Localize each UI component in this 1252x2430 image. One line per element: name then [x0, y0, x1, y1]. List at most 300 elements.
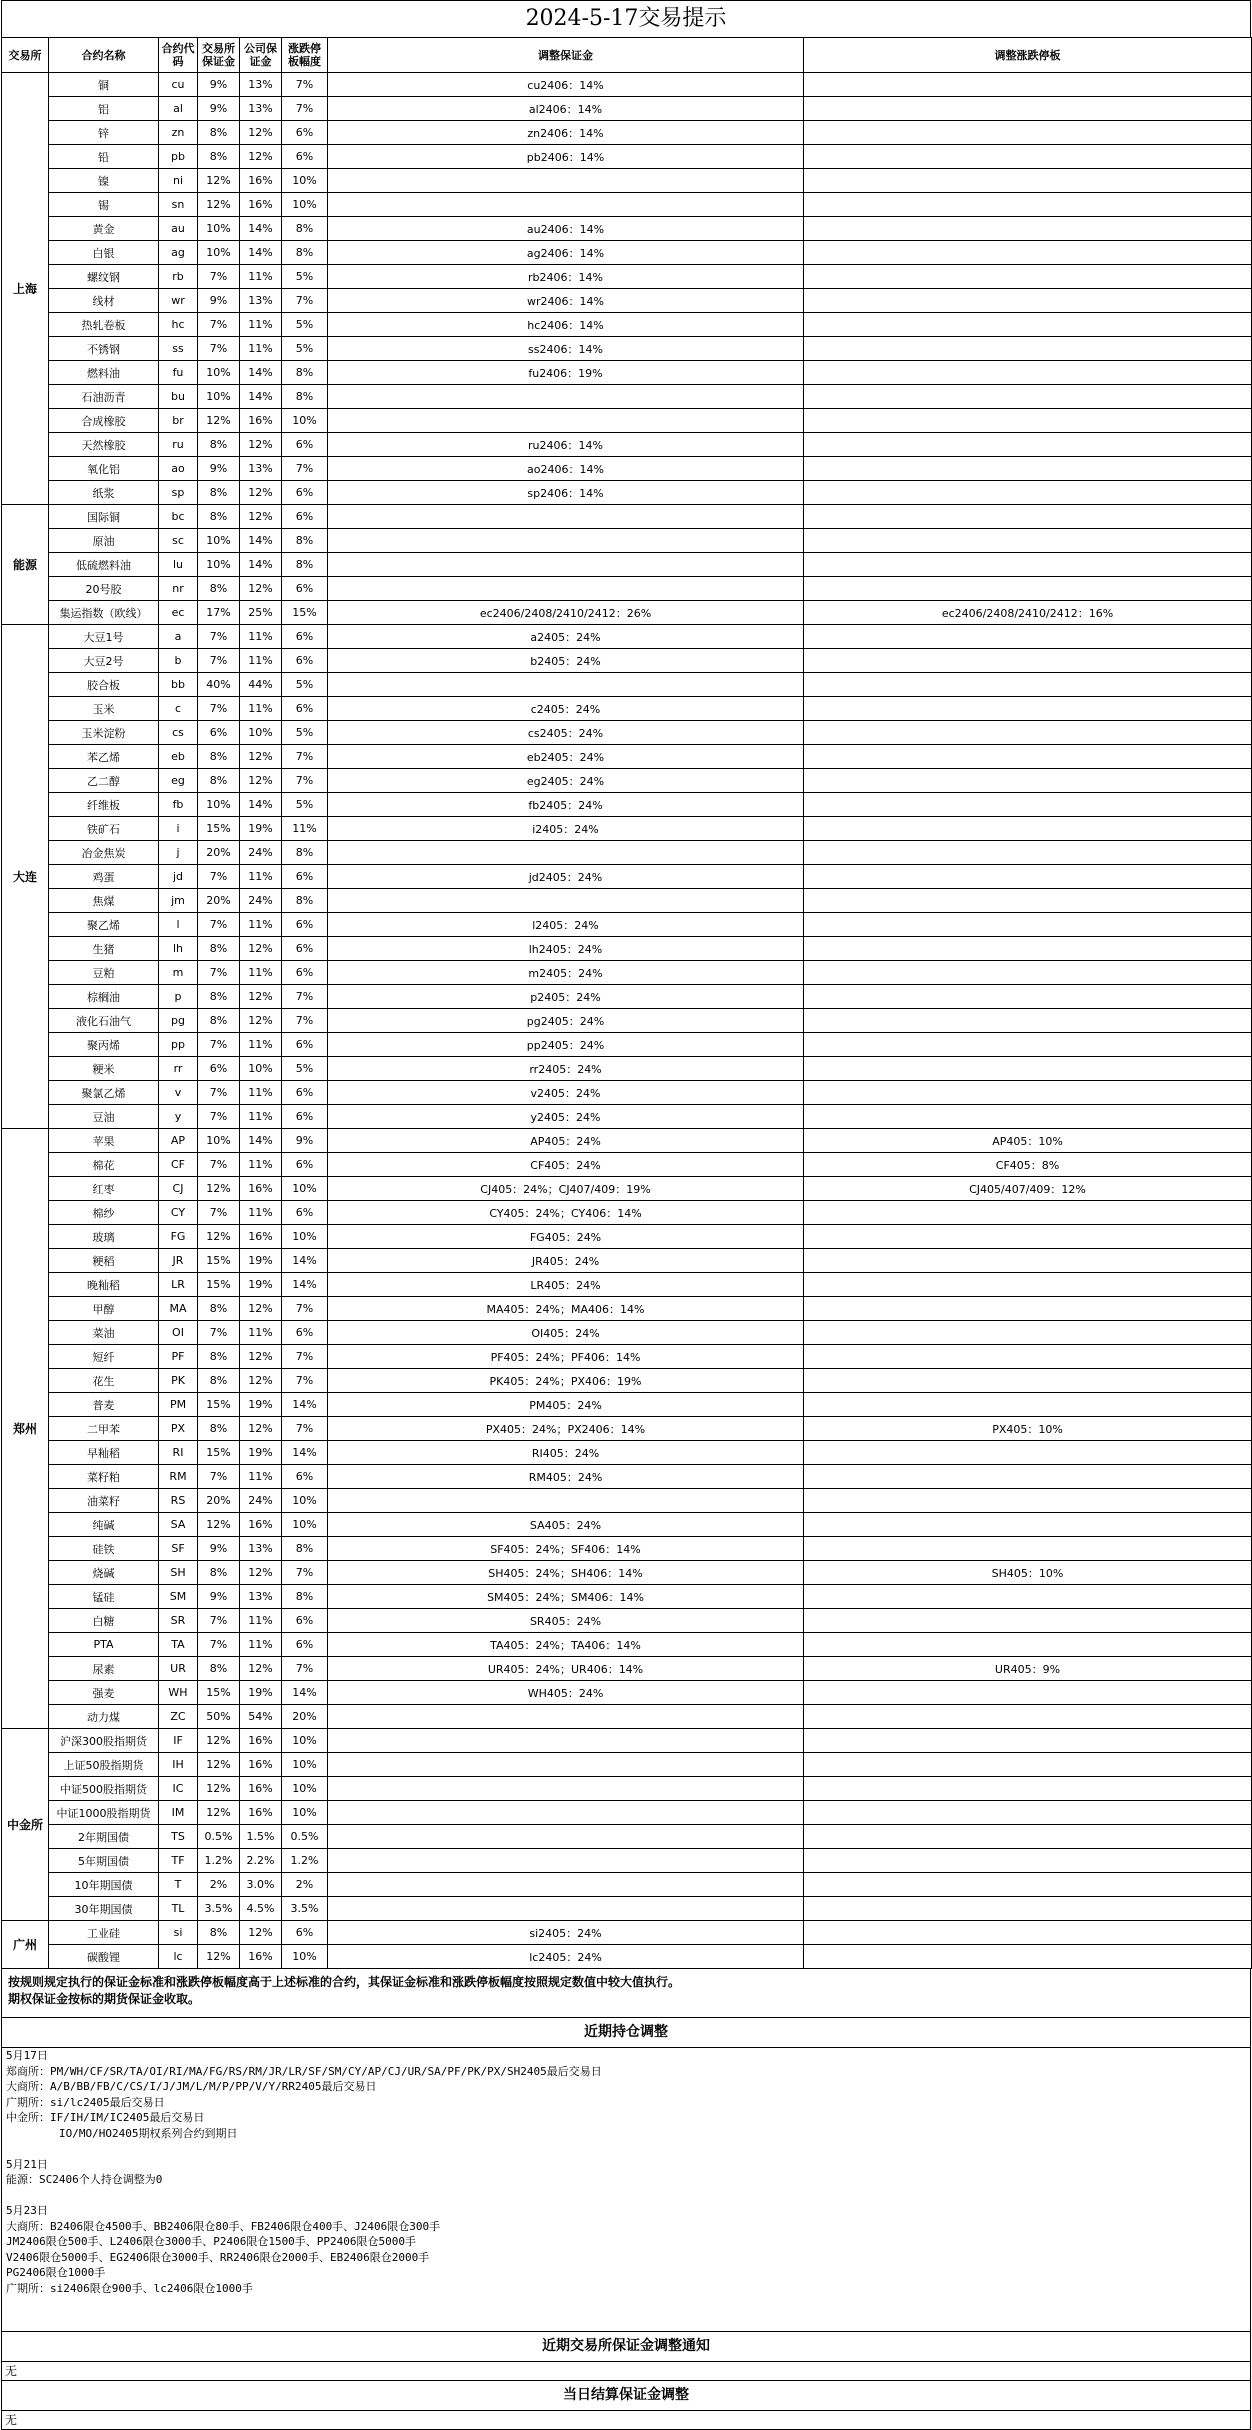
contract-name-cell: 中证1000股指期货 [49, 1801, 159, 1825]
contract-name-cell: 燃料油 [49, 361, 159, 385]
position-line: 广期所：si/lc2405最后交易日 [6, 2095, 165, 2109]
contract-code-cell: SH [159, 1561, 198, 1585]
adjusted-limit-cell [804, 529, 1252, 553]
contract-name-cell: 玻璃 [49, 1225, 159, 1249]
exchange-margin-cell: 6% [198, 1057, 240, 1081]
adjusted-limit-cell [804, 961, 1252, 985]
adjusted-limit-cell [804, 841, 1252, 865]
adjusted-limit-cell [804, 937, 1252, 961]
contract-code-cell: m [159, 961, 198, 985]
adjusted-limit-cell [804, 1057, 1252, 1081]
adjusted-limit-cell [804, 1897, 1252, 1921]
contract-code-cell: a [159, 625, 198, 649]
contract-name-cell: 铁矿石 [49, 817, 159, 841]
adjusted-margin-cell: l2405：24% [328, 913, 804, 937]
adjusted-margin-cell [328, 1705, 804, 1729]
contract-name-cell: 苯乙烯 [49, 745, 159, 769]
table-row [2, 1489, 1252, 1513]
contract-name-cell: 豆粕 [49, 961, 159, 985]
table-row [2, 193, 1252, 217]
adjusted-margin-cell: SA405：24% [328, 1513, 804, 1537]
adjusted-limit-cell [804, 1801, 1252, 1825]
company-margin-cell: 12% [240, 1657, 282, 1681]
contract-code-cell: pb [159, 145, 198, 169]
price-limit-cell: 6% [282, 1105, 328, 1129]
table-row [2, 361, 1252, 385]
contract-code-cell: OI [159, 1321, 198, 1345]
price-limit-cell: 8% [282, 361, 328, 385]
company-margin-cell: 12% [240, 481, 282, 505]
contract-name-cell: 原油 [49, 529, 159, 553]
contract-code-cell: eg [159, 769, 198, 793]
table-row [2, 97, 1252, 121]
table-row [2, 1297, 1252, 1321]
contract-name-cell: 黄金 [49, 217, 159, 241]
contract-name-cell: 甲醇 [49, 1297, 159, 1321]
exchange-margin-cell: 7% [198, 265, 240, 289]
adjusted-limit-cell: PX405：10% [804, 1417, 1252, 1441]
contract-code-cell: WH [159, 1681, 198, 1705]
adjusted-margin-cell: MA405：24%；MA406：14% [328, 1297, 804, 1321]
contract-code-cell: sn [159, 193, 198, 217]
table-row [2, 673, 1252, 697]
company-margin-cell: 19% [240, 817, 282, 841]
table-row [2, 313, 1252, 337]
table-row [2, 1249, 1252, 1273]
company-margin-cell: 16% [240, 1177, 282, 1201]
contract-name-cell: 锰硅 [49, 1585, 159, 1609]
position-line: 大商所：A/B/BB/FB/C/CS/I/J/JM/L/M/P/PP/V/Y/RR2405最后交易日 [6, 2080, 377, 2093]
table-row [2, 889, 1252, 913]
adjusted-limit-cell [804, 457, 1252, 481]
price-limit-cell: 6% [282, 577, 328, 601]
company-margin-cell: 11% [240, 1465, 282, 1489]
company-margin-cell: 12% [240, 433, 282, 457]
table-row [2, 1705, 1252, 1729]
adjusted-limit-cell [804, 1585, 1252, 1609]
price-limit-cell: 6% [282, 961, 328, 985]
contract-code-cell: al [159, 97, 198, 121]
table-row [2, 1273, 1252, 1297]
adjusted-limit-cell [804, 1945, 1252, 1969]
price-limit-cell: 7% [282, 97, 328, 121]
contract-name-cell: 焦煤 [49, 889, 159, 913]
adjusted-limit-cell [804, 1201, 1252, 1225]
table-row [2, 457, 1252, 481]
exchange-margin-cell: 20% [198, 1489, 240, 1513]
company-margin-cell: 16% [240, 1801, 282, 1825]
contract-code-cell: fb [159, 793, 198, 817]
contract-name-cell: 5年期国债 [49, 1849, 159, 1873]
price-limit-cell: 6% [282, 1465, 328, 1489]
adjusted-limit-cell [804, 97, 1252, 121]
price-limit-cell: 14% [282, 1393, 328, 1417]
exchange-cell: 上海 [2, 73, 49, 505]
position-line: 大商所：B2406限仓4500手、BB2406限仓80手、FB2406限仓400手、J2406限仓300手 [6, 2219, 441, 2233]
contract-code-cell: ag [159, 241, 198, 265]
price-limit-cell: 6% [282, 433, 328, 457]
price-limit-cell: 10% [282, 1225, 328, 1249]
company-margin-cell: 14% [240, 361, 282, 385]
adjusted-limit-cell [804, 1393, 1252, 1417]
exchange-margin-cell: 8% [198, 121, 240, 145]
company-margin-cell: 11% [240, 313, 282, 337]
exchange-margin-cell: 8% [198, 1417, 240, 1441]
company-margin-cell: 11% [240, 961, 282, 985]
adjusted-margin-cell: eb2405：24% [328, 745, 804, 769]
contract-name-cell: 大豆2号 [49, 649, 159, 673]
company-margin-cell: 16% [240, 1777, 282, 1801]
table-row [2, 817, 1252, 841]
adjusted-margin-cell: LR405：24% [328, 1273, 804, 1297]
exchange-margin-cell: 12% [198, 1777, 240, 1801]
exchange-margin-cell: 7% [198, 1201, 240, 1225]
notes-box [1, 1969, 1251, 2018]
position-line: JM2406限仓500手、L2406限仓3000手、P2406限仓1500手、PP2406限仓5000手 [6, 2235, 417, 2248]
adjusted-limit-cell: AP405：10% [804, 1129, 1252, 1153]
adjusted-limit-cell [804, 241, 1252, 265]
company-margin-cell: 19% [240, 1393, 282, 1417]
adjusted-margin-cell [328, 409, 804, 433]
trading-notice-sheet [1, 0, 1251, 2430]
table-row [2, 865, 1252, 889]
company-margin-cell: 11% [240, 337, 282, 361]
price-limit-cell: 10% [282, 1801, 328, 1825]
adjusted-margin-cell: si2405：24% [328, 1921, 804, 1945]
exchange-margin-cell: 7% [198, 1321, 240, 1345]
table-row [2, 1825, 1252, 1849]
table-row [2, 721, 1252, 745]
contract-name-cell: 油菜籽 [49, 1489, 159, 1513]
adjusted-limit-cell: ec2406/2408/2410/2412：16% [804, 601, 1252, 625]
price-limit-cell: 5% [282, 313, 328, 337]
adjusted-limit-cell [804, 1033, 1252, 1057]
exchange-margin-cell: 20% [198, 889, 240, 913]
price-limit-cell: 7% [282, 1369, 328, 1393]
contract-code-cell: bb [159, 673, 198, 697]
adjusted-limit-cell [804, 1681, 1252, 1705]
adjusted-margin-cell [328, 1825, 804, 1849]
company-margin-cell: 1.5% [240, 1825, 282, 1849]
exchange-margin-cell: 15% [198, 1273, 240, 1297]
adjusted-limit-cell [804, 769, 1252, 793]
price-limit-cell: 6% [282, 1921, 328, 1945]
adjusted-margin-cell: ag2406：14% [328, 241, 804, 265]
adjusted-margin-cell: SM405：24%；SM406：14% [328, 1585, 804, 1609]
company-margin-cell: 24% [240, 889, 282, 913]
price-limit-cell: 6% [282, 481, 328, 505]
adjusted-margin-cell: SF405：24%；SF406：14% [328, 1537, 804, 1561]
contract-name-cell: 动力煤 [49, 1705, 159, 1729]
contract-table [1, 37, 1252, 1969]
table-row [2, 1609, 1252, 1633]
contract-name-cell: 早籼稻 [49, 1441, 159, 1465]
contract-code-cell: MA [159, 1297, 198, 1321]
contract-name-cell: 镍 [49, 169, 159, 193]
header-adjusted-limit: 调整涨跌停板 [804, 38, 1252, 73]
table-row [2, 409, 1252, 433]
contract-name-cell: 聚氯乙烯 [49, 1081, 159, 1105]
contract-name-cell: 锡 [49, 193, 159, 217]
adjusted-limit-cell [804, 1489, 1252, 1513]
price-limit-cell: 8% [282, 385, 328, 409]
price-limit-cell: 6% [282, 1201, 328, 1225]
company-margin-cell: 19% [240, 1249, 282, 1273]
contract-code-cell: TL [159, 1897, 198, 1921]
price-limit-cell: 8% [282, 553, 328, 577]
table-row [2, 1081, 1252, 1105]
exchange-margin-cell: 8% [198, 1921, 240, 1945]
position-section-title: 近期持仓调整 [1, 2018, 1251, 2048]
contract-name-cell: 液化石油气 [49, 1009, 159, 1033]
contract-code-cell: JR [159, 1249, 198, 1273]
contract-name-cell: 上证50股指期货 [49, 1753, 159, 1777]
exchange-margin-cell: 10% [198, 553, 240, 577]
table-row [2, 241, 1252, 265]
price-limit-cell: 8% [282, 841, 328, 865]
contract-code-cell: CF [159, 1153, 198, 1177]
company-margin-cell: 54% [240, 1705, 282, 1729]
adjusted-margin-cell: SH405：24%；SH406：14% [328, 1561, 804, 1585]
company-margin-cell: 12% [240, 1369, 282, 1393]
table-row [2, 1441, 1252, 1465]
adjusted-margin-cell [328, 1777, 804, 1801]
company-margin-cell: 13% [240, 73, 282, 97]
company-margin-cell: 4.5% [240, 1897, 282, 1921]
exchange-margin-cell: 7% [198, 625, 240, 649]
price-limit-cell: 14% [282, 1273, 328, 1297]
price-limit-cell: 3.5% [282, 1897, 328, 1921]
exchange-margin-cell: 9% [198, 289, 240, 313]
contract-name-cell: 苹果 [49, 1129, 159, 1153]
adjusted-margin-cell: CF405：24% [328, 1153, 804, 1177]
price-limit-cell: 10% [282, 1729, 328, 1753]
header-adjusted-margin: 调整保证金 [328, 38, 804, 73]
table-row [2, 745, 1252, 769]
contract-name-cell: 30年期国债 [49, 1897, 159, 1921]
contract-code-cell: ni [159, 169, 198, 193]
contract-code-cell: ru [159, 433, 198, 457]
price-limit-cell: 10% [282, 1513, 328, 1537]
contract-name-cell: 乙二醇 [49, 769, 159, 793]
exchange-margin-cell: 8% [198, 985, 240, 1009]
company-margin-cell: 12% [240, 1561, 282, 1585]
exchange-margin-cell: 8% [198, 505, 240, 529]
adjusted-margin-cell: lh2405：24% [328, 937, 804, 961]
exchange-margin-cell: 40% [198, 673, 240, 697]
adjusted-limit-cell [804, 1849, 1252, 1873]
company-margin-cell: 12% [240, 1297, 282, 1321]
company-margin-cell: 3.0% [240, 1873, 282, 1897]
company-margin-cell: 12% [240, 121, 282, 145]
contract-name-cell: 铅 [49, 145, 159, 169]
header-company-margin: 公司保证金 [240, 38, 282, 73]
company-margin-cell: 12% [240, 1417, 282, 1441]
exchange-margin-cell: 10% [198, 1129, 240, 1153]
table-row [2, 145, 1252, 169]
table-row [2, 793, 1252, 817]
company-margin-cell: 14% [240, 1129, 282, 1153]
adjusted-limit-cell: CJ405/407/409：12% [804, 1177, 1252, 1201]
price-limit-cell: 7% [282, 745, 328, 769]
company-margin-cell: 12% [240, 505, 282, 529]
exchange-margin-cell: 10% [198, 361, 240, 385]
company-margin-cell: 14% [240, 217, 282, 241]
adjusted-margin-cell: PF405：24%；PF406：14% [328, 1345, 804, 1369]
company-margin-cell: 11% [240, 1321, 282, 1345]
adjusted-limit-cell [804, 1609, 1252, 1633]
exchange-margin-cell: 8% [198, 1657, 240, 1681]
exchange-margin-cell: 12% [198, 1801, 240, 1825]
contract-name-cell: 锌 [49, 121, 159, 145]
exchange-margin-cell: 20% [198, 841, 240, 865]
table-row [2, 121, 1252, 145]
adjusted-margin-cell: WH405：24% [328, 1681, 804, 1705]
exchange-margin-cell: 7% [198, 1105, 240, 1129]
contract-name-cell: 晚籼稻 [49, 1273, 159, 1297]
exchange-margin-cell: 8% [198, 1345, 240, 1369]
exchange-margin-cell: 15% [198, 1393, 240, 1417]
contract-name-cell: 粳米 [49, 1057, 159, 1081]
company-margin-cell: 16% [240, 1753, 282, 1777]
contract-code-cell: lh [159, 937, 198, 961]
price-limit-cell: 8% [282, 217, 328, 241]
exchange-margin-cell: 8% [198, 1297, 240, 1321]
adjusted-margin-cell: rr2405：24% [328, 1057, 804, 1081]
company-margin-cell: 14% [240, 529, 282, 553]
company-margin-cell: 14% [240, 793, 282, 817]
contract-code-cell: CY [159, 1201, 198, 1225]
price-limit-cell: 5% [282, 1057, 328, 1081]
company-margin-cell: 11% [240, 1201, 282, 1225]
exchange-margin-cell: 9% [198, 457, 240, 481]
exchange-margin-cell: 8% [198, 481, 240, 505]
price-limit-cell: 6% [282, 625, 328, 649]
exchange-margin-cell: 12% [198, 1225, 240, 1249]
adjusted-margin-cell: c2405：24% [328, 697, 804, 721]
header-contract-name: 合约名称 [49, 38, 159, 73]
adjusted-limit-cell [804, 289, 1252, 313]
adjusted-limit-cell [804, 1873, 1252, 1897]
position-line: 5月17日 [6, 2049, 48, 2062]
price-limit-cell: 10% [282, 1177, 328, 1201]
adjusted-limit-cell [804, 577, 1252, 601]
price-limit-cell: 7% [282, 1561, 328, 1585]
exchange-margin-cell: 10% [198, 241, 240, 265]
table-row [2, 1105, 1252, 1129]
margin-notice-title: 近期交易所保证金调整通知 [1, 2332, 1251, 2362]
price-limit-cell: 7% [282, 769, 328, 793]
exchange-margin-cell: 12% [198, 1945, 240, 1969]
table-row [2, 289, 1252, 313]
price-limit-cell: 14% [282, 1681, 328, 1705]
contract-code-cell: au [159, 217, 198, 241]
table-row [2, 1057, 1252, 1081]
price-limit-cell: 10% [282, 169, 328, 193]
company-margin-cell: 44% [240, 673, 282, 697]
exchange-margin-cell: 8% [198, 769, 240, 793]
adjusted-limit-cell [804, 721, 1252, 745]
adjusted-margin-cell [328, 889, 804, 913]
price-limit-cell: 6% [282, 1033, 328, 1057]
adjusted-margin-cell: a2405：24% [328, 625, 804, 649]
header-exchange-margin: 交易所保证金 [198, 38, 240, 73]
exchange-margin-cell: 7% [198, 1465, 240, 1489]
adjusted-limit-cell [804, 865, 1252, 889]
adjusted-limit-cell [804, 217, 1252, 241]
table-row [2, 913, 1252, 937]
adjusted-limit-cell [804, 169, 1252, 193]
company-margin-cell: 13% [240, 1537, 282, 1561]
contract-code-cell: PX [159, 1417, 198, 1441]
adjusted-limit-cell [804, 1921, 1252, 1945]
exchange-margin-cell: 50% [198, 1705, 240, 1729]
price-limit-cell: 7% [282, 1345, 328, 1369]
adjusted-margin-cell [328, 1873, 804, 1897]
price-limit-cell: 6% [282, 1153, 328, 1177]
company-margin-cell: 11% [240, 1633, 282, 1657]
adjusted-limit-cell: UR405：9% [804, 1657, 1252, 1681]
price-limit-cell: 0.5% [282, 1825, 328, 1849]
exchange-margin-cell: 10% [198, 385, 240, 409]
contract-code-cell: y [159, 1105, 198, 1129]
contract-code-cell: AP [159, 1129, 198, 1153]
adjusted-margin-cell: cs2405：24% [328, 721, 804, 745]
adjusted-limit-cell: SH405：10% [804, 1561, 1252, 1585]
position-line: 广期所：si2406限仓900手、lc2406限仓1000手 [6, 2281, 253, 2295]
adjusted-limit-cell [804, 1441, 1252, 1465]
contract-name-cell: 普麦 [49, 1393, 159, 1417]
price-limit-cell: 7% [282, 457, 328, 481]
exchange-margin-cell: 12% [198, 169, 240, 193]
adjusted-margin-cell [328, 385, 804, 409]
contract-code-cell: zn [159, 121, 198, 145]
adjusted-limit-cell [804, 409, 1252, 433]
adjusted-limit-cell [804, 121, 1252, 145]
contract-name-cell: 不锈钢 [49, 337, 159, 361]
adjusted-limit-cell [804, 1273, 1252, 1297]
adjusted-limit-cell [804, 697, 1252, 721]
table-row [2, 1513, 1252, 1537]
contract-code-cell: cu [159, 73, 198, 97]
adjusted-margin-cell: CJ405：24%；CJ407/409：19% [328, 1177, 804, 1201]
adjusted-limit-cell [804, 649, 1252, 673]
contract-code-cell: eb [159, 745, 198, 769]
contract-code-cell: c [159, 697, 198, 721]
adjusted-margin-cell [328, 673, 804, 697]
adjusted-margin-cell [328, 1849, 804, 1873]
contract-name-cell: 短纤 [49, 1345, 159, 1369]
adjusted-limit-cell [804, 1105, 1252, 1129]
contract-name-cell: 粳稻 [49, 1249, 159, 1273]
table-row [2, 625, 1252, 649]
contract-name-cell: 沪深300股指期货 [49, 1729, 159, 1753]
contract-code-cell: UR [159, 1657, 198, 1681]
contract-code-cell: ao [159, 457, 198, 481]
company-margin-cell: 19% [240, 1273, 282, 1297]
price-limit-cell: 10% [282, 409, 328, 433]
contract-name-cell: 棉花 [49, 1153, 159, 1177]
contract-name-cell: 胶合板 [49, 673, 159, 697]
price-limit-cell: 7% [282, 1417, 328, 1441]
adjusted-limit-cell [804, 745, 1252, 769]
exchange-margin-cell: 8% [198, 1369, 240, 1393]
exchange-margin-cell: 8% [198, 577, 240, 601]
company-margin-cell: 12% [240, 577, 282, 601]
company-margin-cell: 13% [240, 289, 282, 313]
exchange-cell: 中金所 [2, 1729, 49, 1921]
adjusted-margin-cell [328, 553, 804, 577]
